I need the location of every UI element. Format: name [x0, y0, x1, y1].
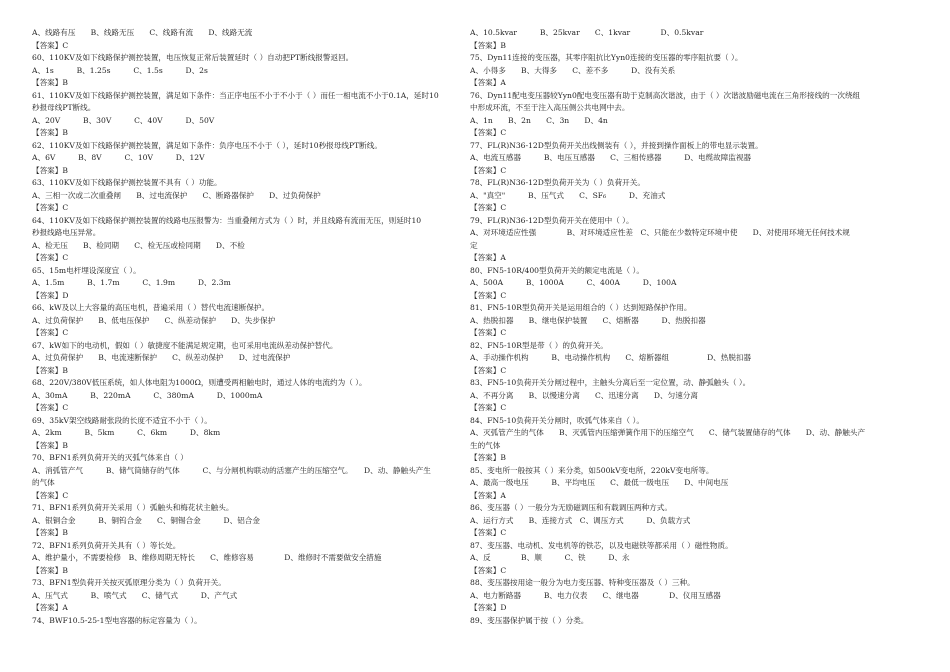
- options-line: A、500A B、1000A C、400A D、100A: [470, 278, 677, 287]
- question-line: 67、kW如下的电动机，假如（ ）敏捷度不能满足规定期，也可采用电流纵差动保护替代。: [32, 340, 338, 350]
- answer-line: 【答案】B: [32, 565, 68, 575]
- options-line: A、小得多 B、大得多 C、差不多 D、没有关系: [470, 65, 676, 75]
- answer-line: 【答案】B: [32, 365, 68, 375]
- options-line: A、过负荷保护 B、低电压保护 C、纵差动保护 D、失步保护: [32, 315, 276, 325]
- answer-line: 【答案】C: [470, 203, 507, 212]
- options-line: A、反 B、顺 C、铁 D、永: [470, 553, 630, 562]
- answer-line: 【答案】B: [32, 78, 68, 87]
- options-line: A、"真空" B、压气式 C、SF₆ D、充油式: [470, 190, 666, 200]
- question-line: 73、BFN1型负荷开关按灭弧原理分类为（ ）负荷开关。: [32, 578, 226, 587]
- answer-line: 【答案】A: [470, 78, 506, 87]
- options-line: A、2km B、5km C、6km D、8km: [32, 428, 221, 437]
- answer-line: 【答案】B: [32, 528, 68, 537]
- options-line: A、检无压 B、检同期 C、检无压或检同期 D、不检: [32, 240, 245, 250]
- options-line: A、1s B、1.25s C、1.5s D、2s: [32, 65, 208, 75]
- options-line: A、6V B、8V C、10V D、12V: [32, 153, 205, 162]
- answer-line: 【答案】C: [470, 290, 507, 300]
- answer-line: 【答案】B: [32, 440, 68, 450]
- question-line: 84、FN5-10负荷开关分闸时，吹弧气体来自（ ）。: [470, 415, 644, 425]
- options-line: A、10.5kvar B、25kvar C、1kvar D、0.5kvar: [470, 28, 704, 37]
- text-line: 生的气体: [470, 440, 501, 450]
- answer-line: 【答案】C: [470, 128, 507, 137]
- answer-line: 【答案】C: [32, 203, 69, 212]
- options-line: A、不再分离 B、以慢速分离 C、迅速分离 D、匀速分离: [470, 390, 698, 400]
- text-line: 定: [470, 240, 478, 250]
- options-line: A、1n B、2n C、3n D、4n: [470, 115, 608, 125]
- answer-line: 【答案】C: [470, 403, 507, 412]
- question-line: 60、110KV及如下线路保护测控装置，电压恢复正常后装置延时（ ）自动把PT断线报警返回。: [32, 53, 354, 62]
- question-line: 68、220V/380V低压系统，如人体电阻为1000Ω，则遭受两相触电时，通过人体的电流约为（ ）。: [32, 378, 367, 387]
- left-column: [32, 27, 457, 627]
- answer-line: 【答案】B: [470, 453, 506, 462]
- options-line: A、30mA B、220mA C、380mA D、1000mA: [32, 390, 263, 400]
- question-line: 82、FN5-10R型是带（ ）的负荷开关。: [470, 340, 608, 350]
- options-line: A、消弧管产气 B、储气筒储存的气体 C、与分闸机构联动的活塞产生的压缩空气。 D、动、静触头产生: [32, 465, 431, 475]
- options-line: A、灭弧管产生的气体 B、灭弧管内压缩弹簧作用下的压缩空气 C、储气装置储存的气体 D、动、静触头产: [470, 428, 866, 437]
- text-line: 秒报线路电压异常。: [32, 228, 101, 237]
- options-line: A、对环境适应性强 B、对环境适应性差 C、只能在少数特定环境中使 D、对使用环境无任何技术规: [470, 228, 850, 237]
- question-line: 66、kW及以上大容量的高压电机，普遍采用（ ）替代电流速断保护。: [32, 303, 270, 312]
- answer-line: 【答案】A: [32, 603, 68, 612]
- options-line: A、电流互感器 B、电压互感器 C、三相传感器 D、电缆故障监视器: [470, 153, 752, 162]
- answer-line: 【答案】C: [470, 365, 507, 375]
- options-line: A、线路有压 B、线路无压 C、线路有流 D、线路无流: [32, 28, 253, 37]
- question-line: 79、FL(R)N36-12D型负荷开关在使用中（ ）。: [470, 215, 634, 225]
- right-column: [470, 27, 918, 627]
- options-line: A、运行方式 B、连接方式 C、调压方式 D、负载方式: [470, 515, 691, 525]
- answer-line: 【答案】C: [470, 328, 507, 337]
- text-line: 的气体: [32, 478, 55, 487]
- question-line: 69、35kV架空线路耐张段的长度不适宜不小于（ ）。: [32, 415, 212, 425]
- question-line: 72、BFN1系列负荷开关具有（ ）等长处。: [32, 540, 181, 550]
- answer-line: 【答案】C: [470, 165, 507, 175]
- options-line: A、手动操作机构 B、电动操作机构 C、熔断器组 D、热脱扣器: [470, 353, 752, 362]
- answer-line: 【答案】C: [32, 253, 69, 262]
- question-line: 74、BWF10.5-25-1型电容器的标定容量为（ ）。: [32, 615, 202, 625]
- answer-line: 【答案】C: [32, 490, 69, 500]
- options-line: A、银铜合金 B、铜钨合金 C、铜锡合金 D、铝合金: [32, 515, 260, 525]
- options-line: A、1.5m B、1.7m C、1.9m D、2.3m: [32, 278, 231, 287]
- question-line: 75、Dyn11连接的变压器，其零序阻抗比Yyn0连接的变压器的零序阻抗要（ ）。: [470, 53, 743, 62]
- answer-line: 【答案】C: [32, 40, 69, 50]
- question-line: 64、110KV及如下线路保护测控装置的线路电压报警为：当重叠闸方式为（ ）时，并且线路有流而无压，则延时10: [32, 215, 422, 225]
- options-line: A、20V B、30V C、40V D、50V: [32, 115, 215, 125]
- options-line: A、维护量小，不需要检修 B、维修周期无特长 C、维修容易 D、维修时不需要做安全措施: [32, 553, 382, 562]
- question-line: 78、FL(R)N36-12D型负荷开关为（ ）负荷开关。: [470, 178, 645, 187]
- question-line: 76、Dyn11配电变压器较Yyn0配电变压器有助于克制高次谐波，由于（ ）次谐波励磁电流在三角形接线的一次绕组: [470, 90, 861, 100]
- text-line: 中形成环流，不至于注入高压侧公共电网中去。: [470, 103, 630, 112]
- question-line: 71、BFN1系列负荷开关采用（ ）弧触头和梅花状主触头。: [32, 503, 234, 512]
- answer-line: 【答案】A: [470, 490, 506, 500]
- question-line: 87、变压器、电动机、发电机等的铁芯，以及电磁铁等都采用（ ）磁性物质。: [470, 540, 733, 550]
- answer-line: 【答案】C: [470, 528, 507, 537]
- options-line: A、热脱扣器 B、继电保护装置 C、熔断器 D、热脱扣器: [470, 315, 706, 325]
- question-line: 85、变电所一般按其（ ）来分类，如500kV变电所，220kV变电所等。: [470, 465, 714, 475]
- question-line: 88、变压器按用途一般分为电力变压器、特种变压器及（ ）三种。: [470, 578, 695, 587]
- question-line: 61、110KV及如下线路保护测控装置，满足如下条件：当正序电压不小于不小于（ ）而任一相电流不小于0.1A，延时10: [32, 90, 439, 100]
- options-line: A、压气式 B、喷气式 C、储气式 D、产气式: [32, 590, 238, 600]
- text-line: 秒报母线PT断线。: [32, 103, 96, 112]
- question-line: 77、FL(R)N36-12D型负荷开关出线侧装有（ ），并接到操作面板上的带电显示装置。: [470, 140, 763, 150]
- question-line: 81、FN5-10R型负荷开关是运用组合的（ ）达到短路保护作用。: [470, 303, 692, 312]
- options-line: A、电力断路器 B、电力仪表 C、继电器 D、仪用互感器: [470, 590, 721, 600]
- answer-line: 【答案】D: [32, 290, 69, 300]
- answer-line: 【答案】A: [470, 253, 506, 262]
- options-line: A、过负荷保护 B、电流速断保护 C、纵差动保护 D、过电流保护: [32, 353, 291, 362]
- question-line: 63、110KV及如下线路保护测控装置不具有（ ）功能。: [32, 178, 222, 187]
- answer-line: 【答案】D: [470, 603, 507, 612]
- options-line: A、三相一次或二次重叠闸 B、过电流保护 C、断路器保护 D、过负荷保护: [32, 190, 321, 200]
- question-line: 65、15m电杆埋设深度宜（ ）。: [32, 265, 141, 275]
- question-line: 62、110KV及如下线路保护测控装置，满足如下条件：负序电压不小于（ ），延时10秒报母线PT断线。: [32, 140, 382, 150]
- answer-line: 【答案】B: [32, 165, 68, 175]
- answer-line: 【答案】B: [470, 40, 506, 50]
- question-line: 86、变压器（ ）一般分为无励磁调压和有载调压两种方式。: [470, 503, 672, 512]
- question-line: 80、FN5-10R/400型负荷开关的额定电流是（ ）。: [470, 265, 644, 275]
- answer-line: 【答案】C: [32, 328, 69, 337]
- question-line: 83、FN5-10负荷开关分闸过程中，主触头分离后至一定位置，动、静弧触头（ ）。: [470, 378, 751, 387]
- answer-line: 【答案】C: [32, 403, 69, 412]
- options-line: A、最高一级电压 B、平均电压 C、最低一级电压 D、中间电压: [470, 478, 729, 487]
- question-line: 89、变压器保护属于按（ ）分类。: [470, 615, 589, 625]
- answer-line: 【答案】B: [32, 128, 68, 137]
- question-line: 70、BFN1系列负荷开关的灭弧气体来自（ ）: [32, 453, 188, 462]
- answer-line: 【答案】C: [470, 565, 507, 575]
